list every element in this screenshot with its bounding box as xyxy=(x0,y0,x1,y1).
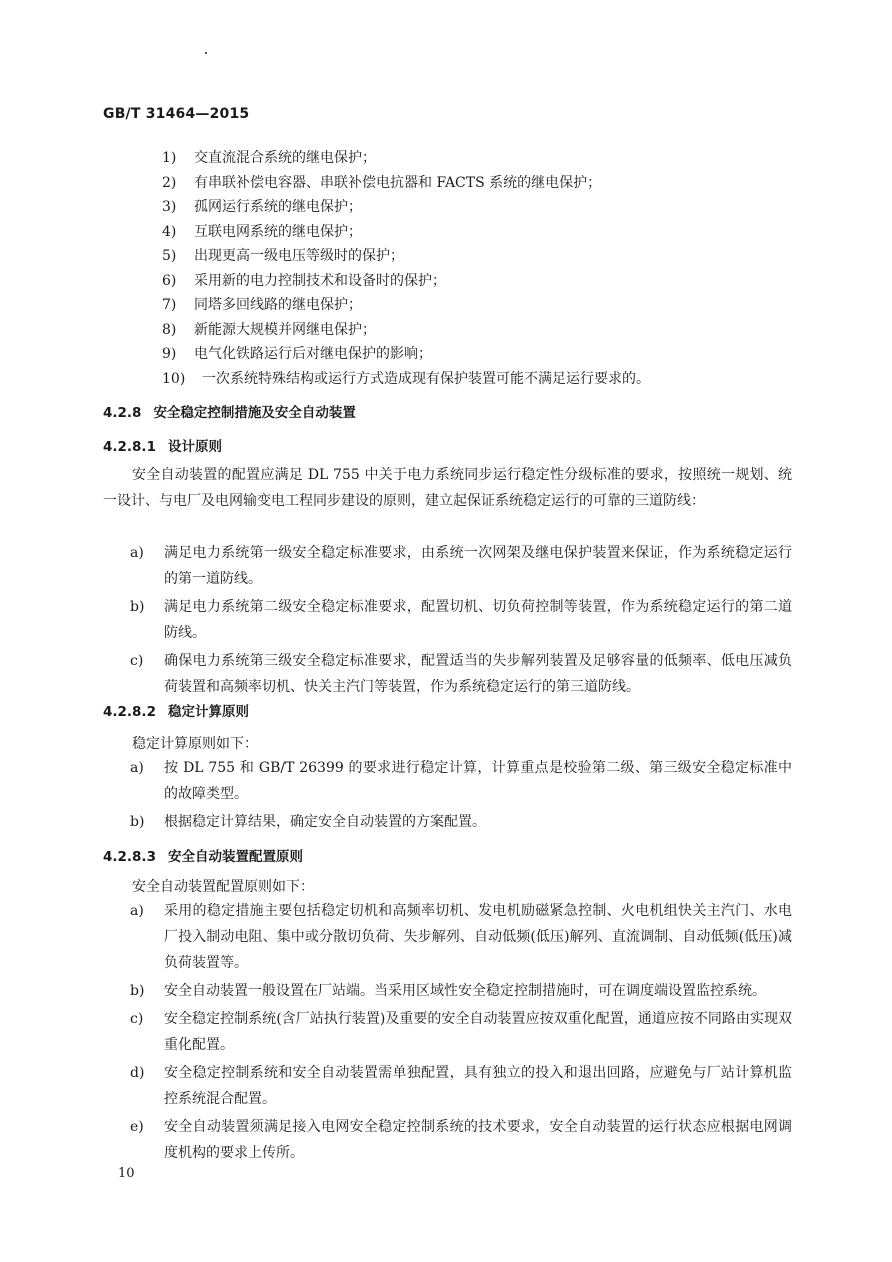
list-item: a) 满足电力系统第一级安全稳定标准要求，由系统一次网架及继电保护装置来保证，作为系统稳定运行的第一道防线。 xyxy=(130,545,792,587)
auto-device-config-list xyxy=(130,898,792,1168)
list-item: b) 根据稳定计算结果，确定安全自动装置的方案配置。 xyxy=(130,814,486,830)
page-number: 10 xyxy=(118,1166,135,1181)
list-item: b) 满足电力系统第二级安全稳定标准要求，配置切机、切负荷控制等装置，作为系统稳定运行的第二道防线。 xyxy=(130,599,792,641)
list-item: a) 按 DL 755 和 GB/T 26399 的要求进行稳定计算，计算重点是校验第二级、第三级安全稳定标准中的故障类型。 xyxy=(130,760,792,802)
list-item: d) 安全稳定控制系统和安全自动装置需单独配置，具有独立的投入和退出回路，应避免与厂站计算机监控系统混合配置。 xyxy=(130,1065,792,1107)
scan-speck xyxy=(205,52,207,54)
list-item: 3) 孤网运行系统的继电保护； xyxy=(162,199,362,215)
list-item: 4) 互联电网系统的继电保护； xyxy=(162,223,362,240)
list-item: e) 安全自动装置须满足接入电网安全稳定控制系统的技术要求，安全自动装置的运行状态应根据电网调度机构的要求上传所。 xyxy=(130,1119,792,1161)
section-heading-4-2-8-3: 4.2.8.3 安全自动装置配置原则 xyxy=(103,849,303,865)
defense-lines-list xyxy=(130,540,792,702)
paragraph-stability-calc: 稳定计算原则如下： xyxy=(132,736,258,752)
list-item: c) 确保电力系统第三级安全稳定标准要求，配置适当的失步解列装置及足够容量的低频率、低电压减负荷装置和高频率切机、快关主汽门等装置，作为系统稳定运行的第三道防线。 xyxy=(130,653,792,695)
protection-list xyxy=(162,146,802,391)
list-item: 8) 新能源大规模并网继电保护； xyxy=(162,321,376,338)
section-heading-4-2-8: 4.2.8 安全稳定控制措施及安全自动装置 xyxy=(103,405,356,421)
list-item: 5) 出现更高一级电压等级时的保护； xyxy=(162,248,404,264)
paragraph-design-principles: 安全自动装置的配置应满足 DL 755 中关于电力系统同步运行稳定性分级标准的要求，按照统一规划、统一设计、与电厂及电网输变电工程同步建设的原则，建立起保证系统稳定运行的可靠的三道防线： xyxy=(103,467,792,509)
list-item: a) 采用的稳定措施主要包括稳定切机和高频率切机、发电机励磁紧急控制、火电机组快关主汽门、水电厂投入制动电阻、集中或分散切负荷、失步解列、自动低频(低压)解列、直流调制、自动低频(低压)减负荷装置等。 xyxy=(130,903,792,971)
list-item: 9) 电气化铁路运行后对继电保护的影响； xyxy=(162,346,432,362)
list-item: 7) 同塔多回线路的继电保护； xyxy=(162,297,362,313)
stability-calc-list xyxy=(130,755,792,837)
list-item: b) 安全自动装置一般设置在厂站端。当采用区域性安全稳定控制措施时，可在调度端设置监控系统。 xyxy=(130,983,766,999)
list-item: 6) 采用新的电力控制技术和设备时的保护； xyxy=(162,272,446,289)
section-heading-4-2-8-2: 4.2.8.2 稳定计算原则 xyxy=(103,704,249,720)
standard-code: GB/T 31464—2015 xyxy=(103,106,250,122)
list-item: 1) 交直流混合系统的继电保护； xyxy=(162,150,376,166)
list-item: 10) 一次系统特殊结构或运行方式造成现有保护装置可能不满足运行要求的。 xyxy=(162,370,650,387)
section-heading-4-2-8-1: 4.2.8.1 设计原则 xyxy=(103,439,222,455)
list-item: c) 安全稳定控制系统(含厂站执行装置)及重要的安全自动装置应按双重化配置，通道应按不同路由实现双重化配置。 xyxy=(130,1011,792,1053)
list-item: 2) 有串联补偿电容器、串联补偿电抗器和 FACTS 系统的继电保护； xyxy=(162,174,602,191)
paragraph-auto-device-config: 安全自动装置配置原则如下： xyxy=(132,879,314,895)
